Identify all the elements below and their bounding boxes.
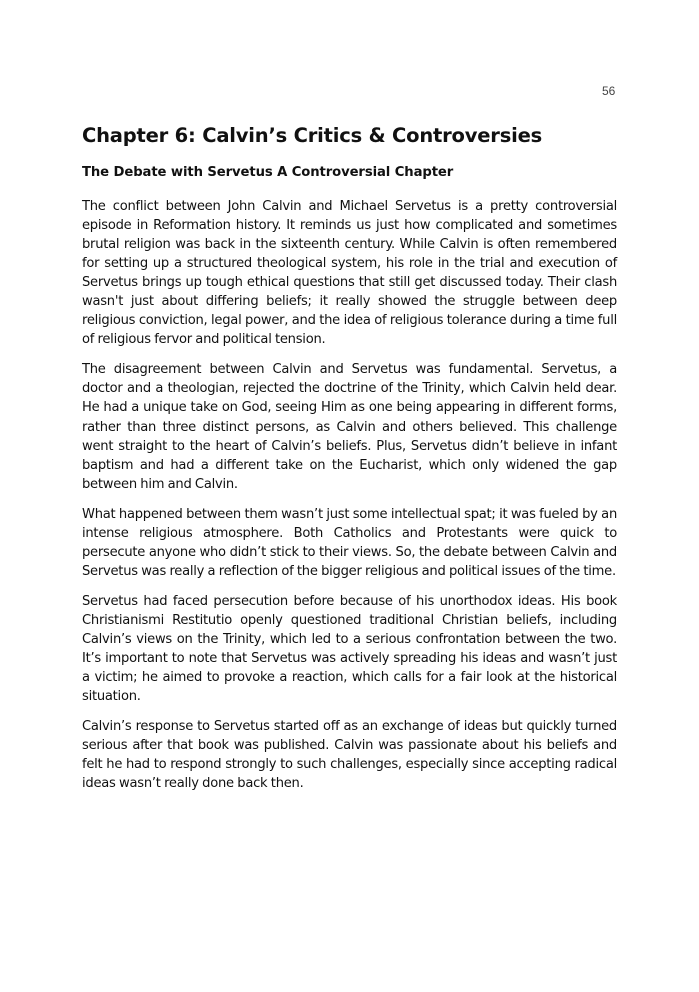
page-number: 56 — [602, 84, 616, 98]
paragraph: Calvin’s response to Servetus started off as an exchange of ideas but quickly turned serious after that book was published. Calvin was passionate about his beliefs and felt he had to respond strongly to such challenges, especially since accepting radical ideas wasn’t really done back then. — [82, 719, 617, 792]
paragraph: The disagreement between Calvin and Servetus was fundamental. Servetus, a doctor and a theologian, rejected the doctrine of the Trinity, which Calvin held dear. He had a unique take on God, seeing Him as one being appearing in different forms, rather than three distinct persons, as Calvin and others believed. This challenge went straight to the heart of Calvin’s beliefs. Plus, Servetus didn’t believe in infant baptism and had a different take on the Eucharist, which only widened the gap between him and Calvin. — [82, 362, 617, 492]
paragraph: What happened between them wasn’t just some intellectual spat; it was fueled by an intense religious atmosphere. Both Catholics and Protestants were quick to persecute anyone who didn’t stick to their views. So, the debate between Calvin and Servetus was really a reflection of the bigger religious and political issues of the time. — [82, 506, 617, 579]
body-text — [82, 197, 617, 804]
chapter-title: Chapter 6: Calvin’s Critics & Controversies — [82, 124, 543, 147]
section-heading: The Debate with Servetus A Controversial Chapter — [82, 165, 454, 180]
paragraph: The conflict between John Calvin and Michael Servetus is a pretty controversial episode in Reformation history. It reminds us just how complicated and sometimes brutal religion was back in the sixteenth century. While Calvin is often remembered for setting up a structured theological system, his role in the trial and execution of Servetus brings up tough ethical questions that still get discussed today. Their clash wasn't just about differing beliefs; it really showed the struggle between deep religious conviction, legal power, and the idea of religious tolerance during a time full of religious fervor and political tension. — [82, 199, 617, 348]
paragraph: Servetus had faced persecution before because of his unorthodox ideas. His book Christianismi Restitutio openly questioned traditional Christian beliefs, including Calvin’s views on the Trinity, which led to a serious confrontation between the two. It’s important to note that Servetus was actively spreading his ideas and wasn’t just a victim; he aimed to provoke a reaction, which calls for a fair look at the historical situation. — [82, 593, 617, 705]
